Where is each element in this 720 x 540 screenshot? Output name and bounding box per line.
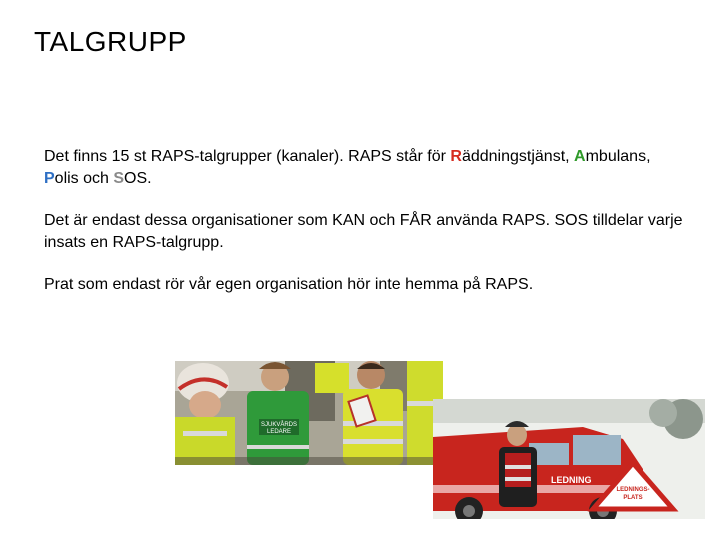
paragraph1-part4: olis och: [54, 170, 114, 187]
paragraph-own-organisation: Prat som endast rör vår egen organisation hör inte hemma på RAPS.: [44, 276, 534, 293]
truck-text: LEDNING: [551, 475, 592, 485]
paragraph1-part1: Det finns 15 st RAPS-talgrupper (kanaler). RAPS står för: [44, 148, 451, 165]
slide-title: TALGRUPP: [34, 26, 187, 57]
letter-s-highlight: S: [113, 170, 125, 187]
paragraph1-part3: mbulans,: [585, 148, 651, 165]
paragraph1-part5: OS.: [124, 170, 152, 187]
photo-rescue-truck: [433, 399, 705, 519]
letter-a-highlight: A: [574, 148, 586, 165]
letter-p-highlight: P: [44, 170, 55, 187]
letter-r-highlight: R: [450, 148, 462, 165]
paragraph-organisations: Det är endast dessa organisationer som KAN och FÅR använda RAPS. SOS tilldelar varje insats en RAPS-talgrupp.: [44, 212, 683, 251]
paragraph-raps-definition: [44, 146, 684, 190]
sign-text-line2: PLATS: [623, 495, 643, 501]
photo-rescue-truck-illustration: [433, 399, 705, 519]
paragraph1-part2: äddningstjänst,: [461, 148, 575, 165]
body-text: [44, 146, 684, 316]
photo-rescue-workers-illustration: [175, 361, 443, 465]
vest-text-line1: SJUKVÅRDS: [260, 422, 298, 428]
photo-rescue-workers: [175, 361, 443, 465]
sign-text-line1: LEDNINGS-: [616, 487, 650, 493]
vest-text-line2: LEDARE: [266, 429, 292, 435]
